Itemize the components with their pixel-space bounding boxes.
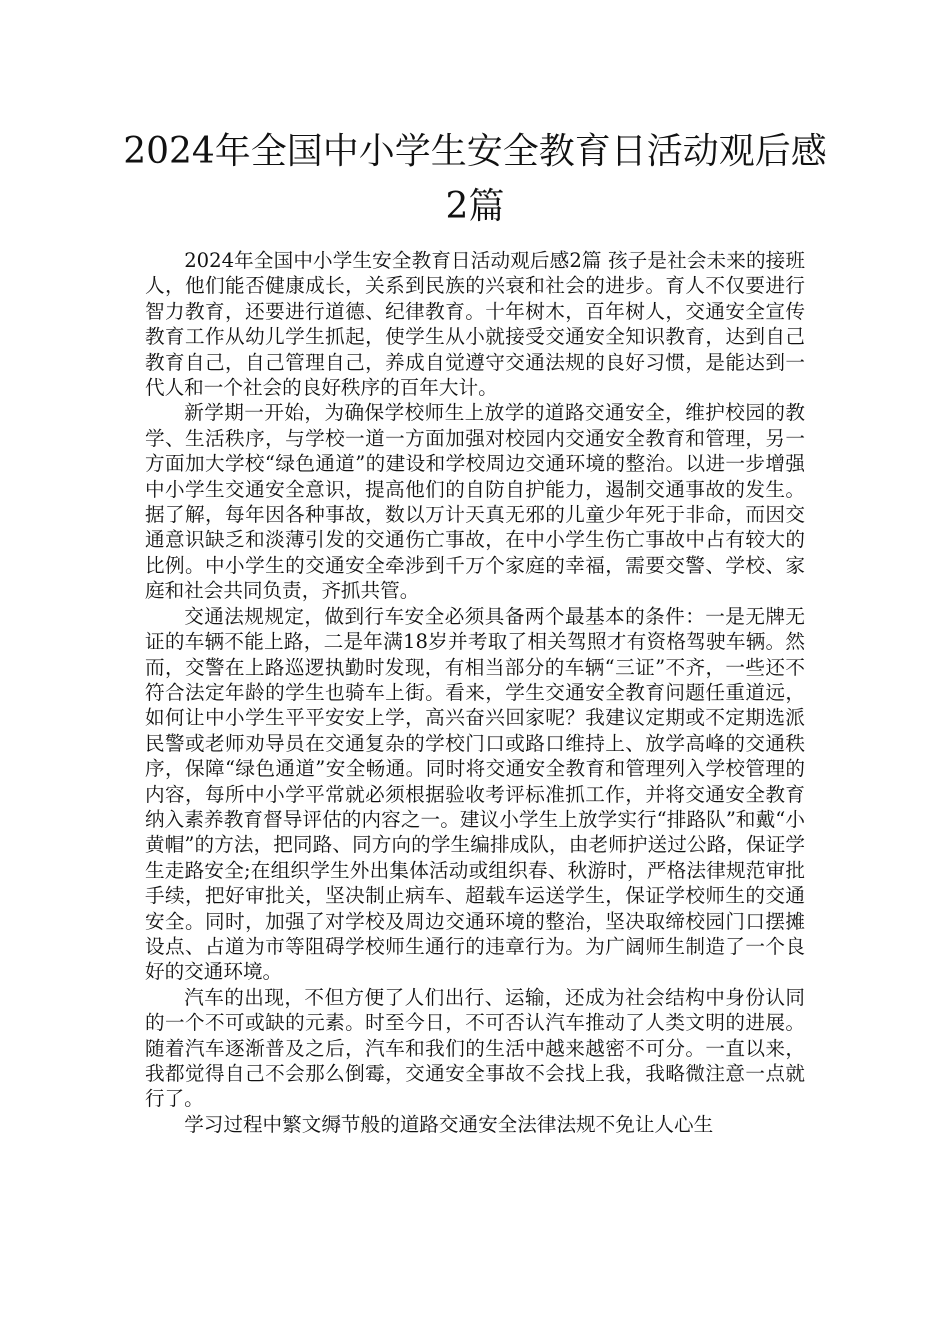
paragraph-1: 2024年全国中小学生安全教育日活动观后感2篇 孩子是社会未来的接班人，他们能否健康成长，关系到民族的兴衰和社会的进步。育人不仅要进行智力教育，还要进行道德、纪律教育。十年树木，百年树人，交通安全宣传教育工作从幼儿学生抓起，使学生从小就接受交通安全知识教育，达到自己教育自己，自己管理自己，养成自觉遵守交通法规的良好习惯，是能达到一代人和一个社会的良好秩序的百年大计。	[145, 249, 805, 400]
paragraph-2: 新学期一开始，为确保学校师生上放学的道路交通安全，维护校园的教学、生活秩序，与学校一道一方面加强对校园内交通安全教育和管理，另一方面加大学校“绿色通道”的建设和学校周边交通环境的整治。以进一步增强中小学生交通安全意识，提高他们的自防自护能力，遏制交通事故的发生。据了解，每年因各种事故，数以万计天真无邪的儿童少年死于非命，而因交通意识缺乏和淡薄引发的交通伤亡事故，在中小学生伤亡事故中占有较大的比例。中小学生的交通安全牵涉到千万个家庭的幸福，需要交警、学校、家庭和社会共同负责，齐抓共管。	[145, 401, 805, 603]
paragraph-5: 学习过程中繁文缛节般的道路交通安全法律法规不免让人心生	[184, 1112, 714, 1136]
document-body	[145, 248, 805, 1137]
document-title: 2024年全国中小学生安全教育日活动观后感2篇	[123, 131, 827, 227]
paragraph-4: 汽车的出现，不但方便了人们出行、运输，还成为社会结构中身份认同的一个不可或缺的元素。时至今日，不可否认汽车推动了人类文明的进展。随着汽车逐渐普及之后，汽车和我们的生活中越来越密不可分。一直以来，我都觉得自己不会那么倒霉，交通安全事故不会找上我，我略微注意一点就行了。	[145, 985, 805, 1111]
paragraph-3: 交通法规规定，做到行车安全必须具备两个最基本的条件：一是无牌无证的车辆不能上路，二是年满18岁并考取了相关驾照才有资格驾驶车辆。然而，交警在上路巡逻执勤时发现，有相当部分的车辆“三证”不齐，一些还不符合法定年龄的学生也骑车上街。看来，学生交通安全教育问题任重道远，如何让中小学生平平安安上学，高兴奋兴回家呢？我建议定期或不定期选派民警或老师劝导员在交通复杂的学校门口或路口维持上、放学高峰的交通秩序，保障“绿色通道”安全畅通。同时将交通安全教育和管理列入学校管理的内容，每所中小学平常就必须根据验收考评标准抓工作，并将交通安全教育纳入素养教育督导评估的内容之一。建议小学生上放学实行“排路队”和戴“小黄帽”的方法，把同路、同方向的学生编排成队，由老师护送过公路，保证学生走路安全;在组织学生外出集体活动或组织春、秋游时，严格法律规范审批手续，把好审批关，坚决制止病车、超载车运送学生，保证学校师生的交通安全。同时，加强了对学校及周边交通环境的整治，坚决取缔校园门口摆摊设点、占道为市等阻碍学校师生通行的违章行为。为广阔师生制造了一个良好的交通环境。	[145, 604, 805, 984]
